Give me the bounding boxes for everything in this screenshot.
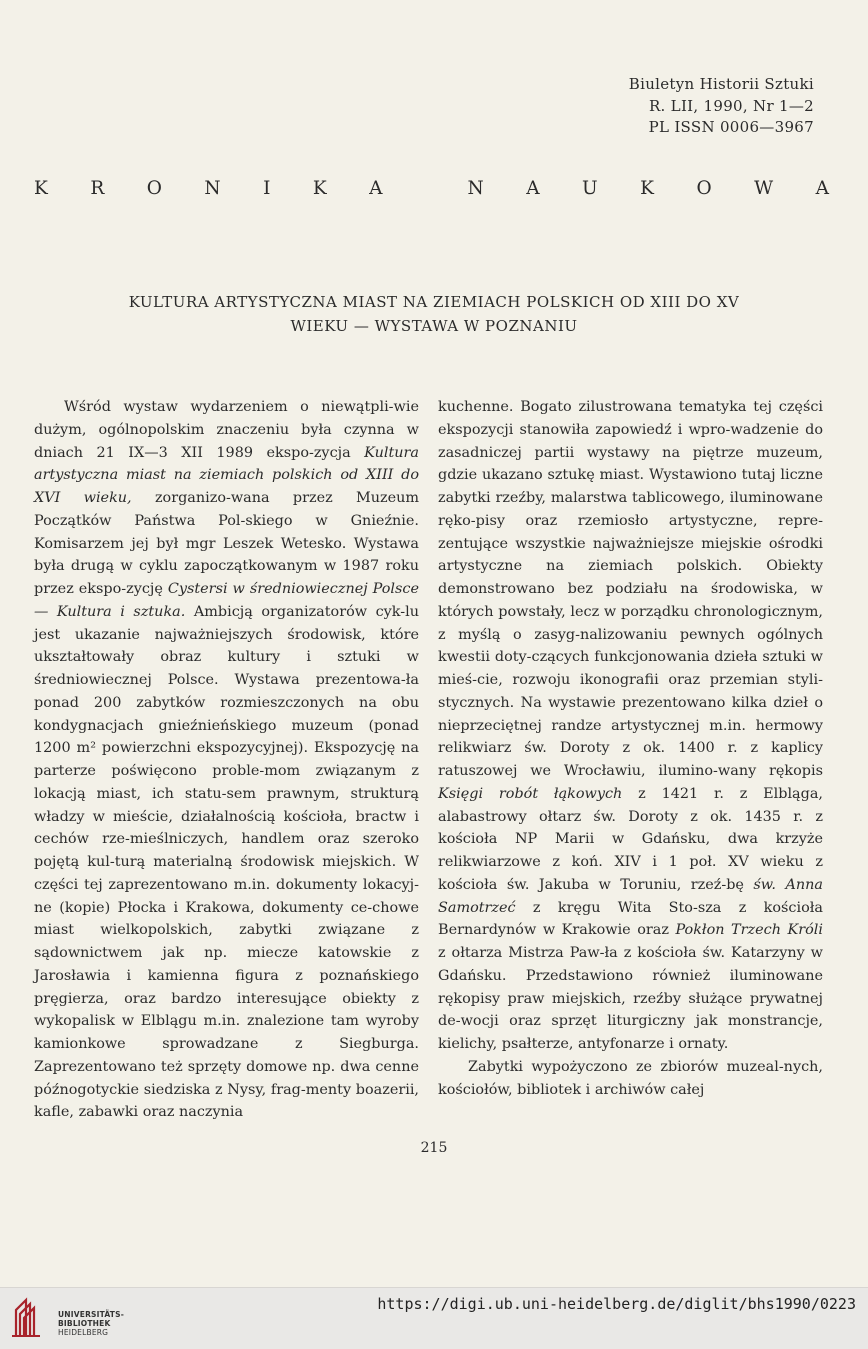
journal-header bbox=[560, 74, 814, 139]
paragraph bbox=[438, 396, 823, 1056]
text-run: z kręgu Wita Sto-sza z kościoła Bernardynów w Krakowie oraz bbox=[438, 899, 823, 939]
section-letter: W bbox=[754, 178, 774, 199]
italic-title: Kultura artystyczna miast na ziemiach polskich od XIII do XVI wieku, bbox=[34, 444, 419, 506]
section-letter: O bbox=[146, 178, 162, 199]
left-column bbox=[34, 396, 419, 1124]
text-run: zorganizo-wana przez Muzeum Początków Państwa Pol-skiego w Gnieźnie. Komisarzem jej był mgr Leszek Wetesko. Wystawa była drugą w cyklu zapoczątkowanym w 1987 roku przez ekspo-zycję bbox=[34, 490, 419, 597]
logo-line: HEIDELBERG bbox=[58, 1328, 109, 1337]
text-run: kuchenne. Bogato zilustrowana tematyka tej części ekspozycji stanowiła zapowiedź i wpro-wadzenie do zasadniczej partii wystawy na piętrze muzeum, gdzie ukazano sztukę miast. Wystawiono tutaj liczne zabytki rzeźby, malarstwa tablicowego, iluminowane ręko-pisy oraz rzemiosło artystyczne, repre-zentujące wszystkie najważniejsze miejskie ośrodki artystyczne na ziemiach polskich. Obiekty demonstrowano bez podziału na środowiska, w których powstały, lecz w porządku chronologicznym, z myślą o zasyg-nalizowaniu pewnych ogólnych kwestii doty-czących funkcjonowania dzieła sztuki w mieś-cie, rozwoju ikonografii oraz przemian styli-stycznych. Na wystawie prezentowano kilka dzieł o nieprzeciętnej randze artystycznej m.in. hermowy relikwiarz św. Doroty z ok. 1400 r. z kaplicy ratuszowej we Wrocławiu, ilumino-wany rękopis bbox=[438, 399, 823, 779]
article-title-line: WIEKU — WYSTAWA W POZNANIU bbox=[290, 317, 578, 335]
text-run: Wśród wystaw wydarzeniem o niewątpli-wie dużym, ogólnopolskim znaczeniu była czynna w dniach 21 IX—3 XII 1989 ekspo-zycja bbox=[34, 399, 419, 461]
right-column bbox=[438, 396, 823, 1101]
text-run: z 1421 r. z Elbląga, alabastrowy ołtarz św. Doroty z ok. 1435 r. z kościoła NP Marii w Gdańsku, dwa krzyże relikwiarzowe z koń. XIV i 1 poł. XV wieku z kościoła św. Jakuba w Toruniu, rzeź-bę bbox=[438, 785, 824, 893]
logo-text bbox=[58, 1310, 124, 1337]
journal-volume: R. LII, 1990, Nr 1—2 bbox=[648, 96, 814, 115]
paragraph: Zabytki wypożyczono ze zbiorów muzeal-nych, kościołów, bibliotek i archiwów całej bbox=[438, 1058, 823, 1098]
journal-issn: PL ISSN 0006—3967 bbox=[648, 118, 814, 136]
section-heading bbox=[34, 178, 829, 199]
page-number: 215 bbox=[420, 1140, 448, 1156]
source-url-link[interactable]: https://digi.ub.uni-heidelberg.de/diglit/bhs1990/0223 bbox=[377, 1295, 856, 1313]
italic-title: Cystersi w średniowiecznej Polsce — Kultura i sztuka. bbox=[34, 581, 419, 620]
paragraph bbox=[34, 396, 419, 1124]
section-letter: N bbox=[467, 178, 484, 199]
library-logo-icon bbox=[10, 1296, 46, 1340]
section-letter: A bbox=[369, 178, 383, 199]
section-letter: K bbox=[640, 178, 654, 199]
section-letter: K bbox=[312, 178, 327, 199]
footer-bar bbox=[0, 1287, 868, 1349]
italic-title: Księgi robót łąkowych bbox=[438, 785, 623, 802]
section-letter: A bbox=[526, 178, 540, 199]
text-run: Ambicją organizatorów cyk-lu jest ukazanie najważniejszych środowisk, które ukształtowały obraz kultury i sztuki w średniowiecznej Polsce. Wystawa prezentowa-ła ponad 200 zabytków rozmieszczonych na obu kondygnacjach gnieźnieńskiego muzeum (ponad 1200 m² powierzchni ekspozycyjnej). Ekspozycję na parterze poświęcono proble-mom związanym z lokacją miast, ich statu-sem prawnym, strukturą władzy w mieście, działalnością kościoła, bractw i cechów rze-mieślniczych, handlem oraz szeroko pojętą kul-turą materialną środowisk miejskich. W części tej zaprezentowano m.in. dokumenty lokacyj-ne (kopie) Płocka i Krakowa, dokumenty ce-chowe miast wielkopolskich, zabytki związane z sądownictwem jak np. miecze katowskie z Jarosławia i kamienna figura z poznańskiego pręgierza, oraz bardzo interesujące obiekty z wykopalisk w Elblągu m.in. znalezione tam wyroby kamionkowe sprowadzane z Siegburga. Zaprezentowano też sprzęty domowe np. dwa cenne późnogotyckie siedziska z Nysy, frag-menty boazerii, kafle, zabawki oraz naczynia bbox=[34, 603, 419, 1121]
logo-line: UNIVERSITÄTS- bbox=[58, 1310, 125, 1319]
article-title bbox=[80, 290, 788, 338]
text-run: z ołtarza Mistrza Paw-ła z kościoła św. Katarzyny w Gdańsku. Przedstawiono również iluminowane rękopisy praw miejskich, rzeźby służące prywatnej de-wocji oraz sprzęt liturgiczny jak monstrancje, kielichy, psałterze, antyfonarze i ornaty. bbox=[438, 945, 823, 1052]
section-letter: A bbox=[815, 178, 829, 199]
italic-title: św. Anna Samotrzeć bbox=[438, 876, 823, 916]
section-letter: U bbox=[582, 178, 598, 199]
section-letter: O bbox=[696, 178, 712, 199]
logo-line: BIBLIOTHEK bbox=[58, 1319, 111, 1328]
section-letter: K bbox=[34, 178, 48, 199]
journal-title: Biuletyn Historii Sztuki bbox=[628, 75, 814, 93]
section-letter: N bbox=[204, 178, 221, 199]
section-letter: R bbox=[90, 178, 105, 199]
university-logo[interactable] bbox=[10, 1296, 125, 1342]
article-title-line: KULTURA ARTYSTYCZNA MIAST NA ZIEMIACH POLSKICH OD XIII DO XV bbox=[128, 293, 740, 311]
italic-title: Pokłon Trzech Króli bbox=[675, 922, 823, 939]
section-letter: I bbox=[263, 178, 271, 199]
